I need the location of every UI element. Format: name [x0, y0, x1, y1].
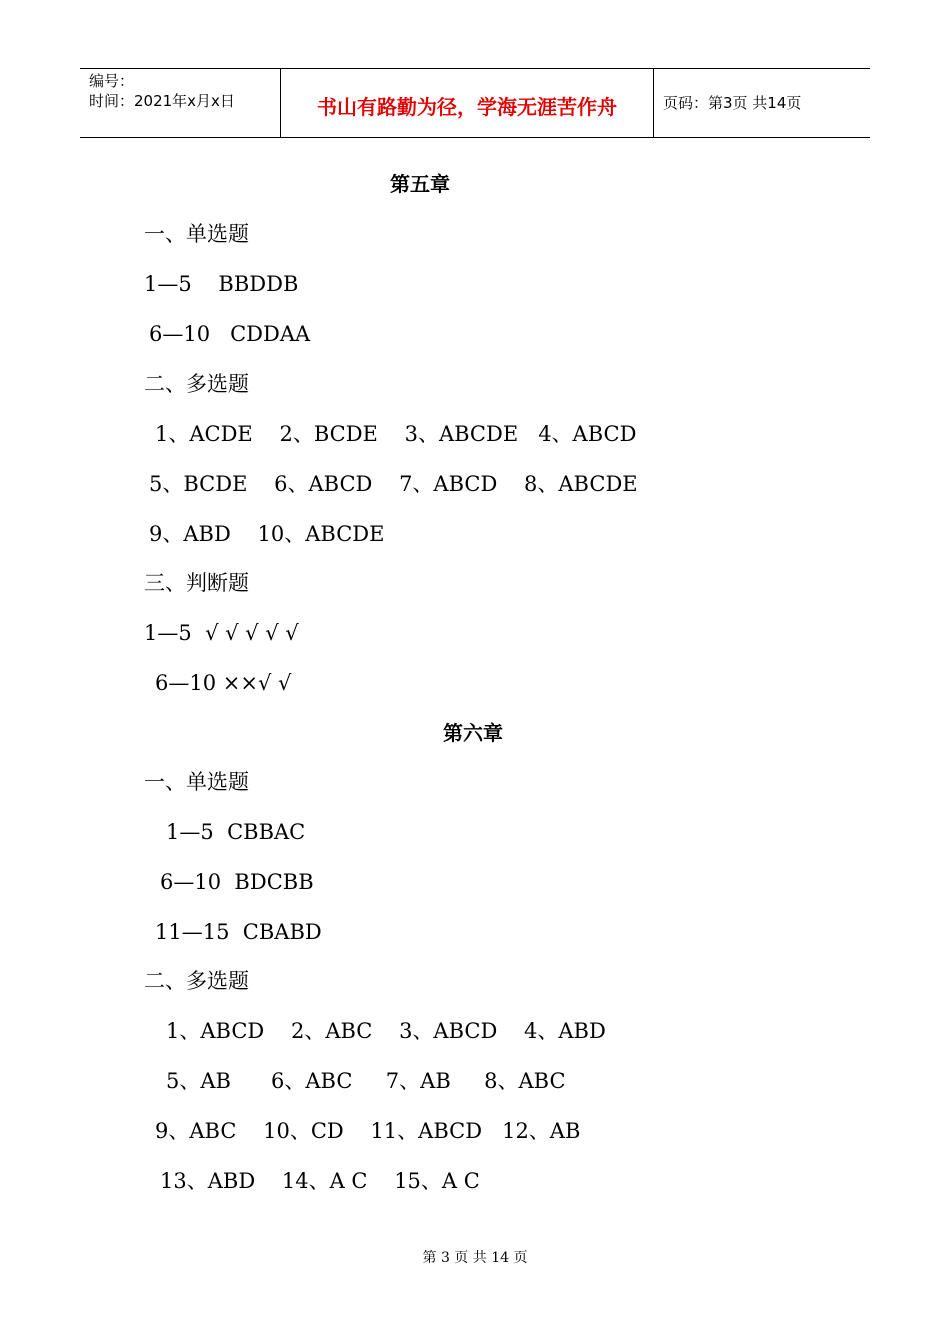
- header-middle-cell: [281, 69, 654, 137]
- chapter6-multi-answers-2: 5、AB 6、ABC 7、AB 8、ABC: [166, 1069, 566, 1093]
- page-footer: 第 3 页 共 14 页: [422, 1250, 528, 1266]
- chapter5-multi-answers-2: 5、BCDE 6、ABCD 7、ABCD 8、ABCDE: [149, 472, 638, 496]
- header-right-cell: [654, 69, 870, 137]
- chapter6-single-heading: 一、单选题: [144, 770, 249, 794]
- chapter6-multi-answers-3: 9、ABC 10、CD 11、ABCD 12、AB: [155, 1119, 581, 1143]
- chapter5-judge-answers-1: 1—5 √ √ √ √ √: [144, 621, 299, 645]
- chapter6-multi-answers-1: 1、ABCD 2、ABC 3、ABCD 4、ABD: [166, 1019, 606, 1043]
- motto-text: 书山有路勤为径，学海无涯苦作舟: [317, 95, 617, 119]
- serial-label: 编号：: [89, 72, 135, 90]
- chapter5-title: 第五章: [390, 172, 450, 196]
- time-label: 时间：2021年x月x日: [89, 92, 235, 110]
- chapter5-single-answers-2: 6—10 CDDAA: [149, 322, 311, 346]
- page-info: 页码：第3页 共14页: [663, 94, 802, 112]
- chapter5-single-heading: 一、单选题: [144, 222, 249, 246]
- header-left-cell: [80, 69, 281, 137]
- chapter5-judge-answers-2: 6—10 ××√ √: [155, 671, 292, 695]
- chapter6-single-answers-2: 6—10 BDCBB: [160, 870, 314, 894]
- chapter5-judge-heading: 三、判断题: [144, 571, 249, 595]
- chapter6-single-answers-1: 1—5 CBBAC: [166, 820, 306, 844]
- chapter6-title: 第六章: [443, 721, 503, 745]
- chapter5-multi-answers-3: 9、ABD 10、ABCDE: [149, 522, 385, 546]
- chapter5-multi-heading: 二、多选题: [144, 372, 249, 396]
- chapter6-multi-heading: 二、多选题: [144, 969, 249, 993]
- chapter6-multi-answers-4: 13、ABD 14、A C 15、A C: [160, 1169, 480, 1193]
- chapter5-single-answers-1: 1—5 BBDDB: [144, 272, 299, 296]
- page-header: [80, 68, 870, 138]
- chapter6-single-answers-3: 11—15 CBABD: [155, 920, 322, 944]
- chapter5-multi-answers-1: 1、ACDE 2、BCDE 3、ABCDE 4、ABCD: [155, 422, 637, 446]
